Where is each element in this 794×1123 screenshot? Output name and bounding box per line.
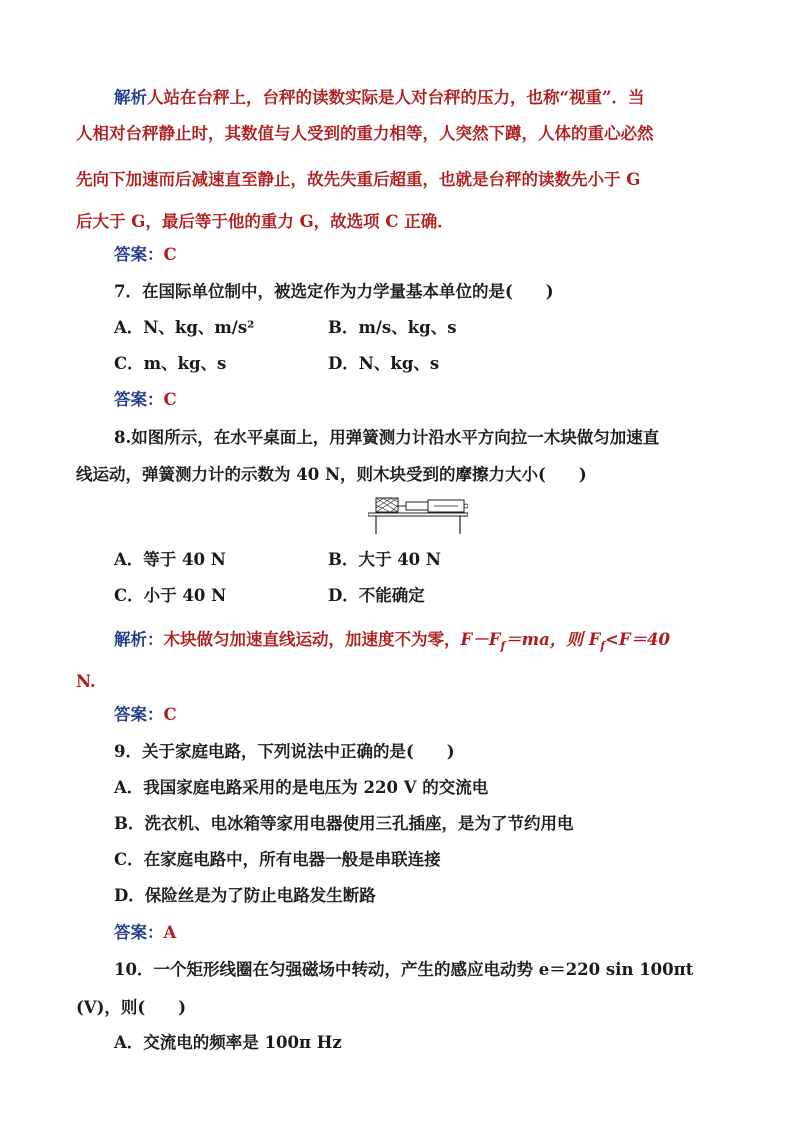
q8-analysis-text: 木块做匀加速直线运动，加速度不为零， [163,630,461,649]
q7-answer-label: 答案： [114,390,164,409]
q8-option-c: C．小于 40 N [114,586,227,605]
q7-option-b: B．m/s、kg、s [328,318,457,337]
q8-answer-value: C [163,705,177,724]
q7-option-a: A．N、kg、m/s² [114,318,255,337]
q6-analysis-line-4: 后大于 G，最后等于他的重力 G，故选项 C 正确． [76,212,454,231]
q8-analysis-formula-2: ＝ma，则 F [505,630,601,649]
q7-answer [114,388,177,412]
q8-stem-line-1: 8.如图所示，在水平桌面上，用弹簧测力计沿水平方向拉一木块做匀加速直 [114,428,660,447]
q7-stem: 7．在国际单位制中，被选定作为力学量基本单位的是( ) [114,282,554,301]
q9-answer-label: 答案： [114,923,164,942]
q8-analysis-formula: F－F [460,630,501,649]
q6-answer [114,243,177,267]
q6-analysis-line-3: 先向下加速而后减速直至静止，故先失重后超重，也就是台秤的读数先小于 G [76,170,641,189]
q7-options-row-2 [114,352,440,376]
q8-option-d: D．不能确定 [328,586,425,605]
q10-stem-line-1: 10．一个矩形线圈在匀强磁场中转动，产生的感应电动势 e＝220 sin 100πt [114,960,694,979]
q8-analysis-sub-2: f [600,639,606,653]
q8-options-row-2 [114,584,425,608]
q9-answer-value: A [163,923,177,942]
q9-stem: 9．关于家庭电路，下列说法中正确的是( ) [114,742,455,761]
q6-answer-value: C [163,245,177,264]
q8-analysis-tail: N. [76,672,96,691]
spring-scale-icon [398,500,468,512]
q7-option-c: C．m、kg、s [114,354,227,373]
block-icon [376,498,398,512]
q6-analysis-text-1: 人站在台秤上，台秤的读数实际是人对台秤的压力，也称“视重”．当 [147,88,645,107]
table-icon [368,513,468,534]
q8-analysis-sub-1: f [500,639,506,653]
q7-options-row-1 [114,316,457,340]
q6-analysis-label: 解析 [114,88,147,107]
q10-stem-line-2: (V)，则( ) [76,998,187,1017]
q8-analysis-label: 解析： [114,630,164,649]
q6-answer-label: 答案： [114,245,164,264]
q8-answer [114,703,177,727]
q8-answer-label: 答案： [114,705,164,724]
q8-option-b: B．大于 40 N [328,550,441,569]
q9-answer [114,921,176,945]
q6-analysis-line-2: 人相对台秤静止时，其数值与人受到的重力相等，人突然下蹲，人体的重心必然 [76,124,654,143]
q8-analysis-formula-3: <F＝40 [605,630,671,649]
q9-option-b: B．洗衣机、电冰箱等家用电器使用三孔插座，是为了节约用电 [114,814,574,833]
q8-option-a: A．等于 40 N [114,550,226,569]
q8-options-row-1 [114,548,441,572]
q9-option-c: C．在家庭电路中，所有电器一般是串联连接 [114,850,441,869]
q7-answer-value: C [163,390,177,409]
q8-analysis [114,628,670,658]
q10-option-a: A．交流电的频率是 100π Hz [114,1033,342,1052]
q6-analysis-line-1 [114,86,644,110]
spring-scale-figure [368,496,468,536]
q9-option-a: A．我国家庭电路采用的是电压为 220 V 的交流电 [114,778,489,797]
q7-option-d: D．N、kg、s [328,354,440,373]
q8-stem-line-2: 线运动，弹簧测力计的示数为 40 N，则木块受到的摩擦力大小( ) [76,465,587,484]
q9-option-d: D．保险丝是为了防止电路发生断路 [114,886,376,905]
